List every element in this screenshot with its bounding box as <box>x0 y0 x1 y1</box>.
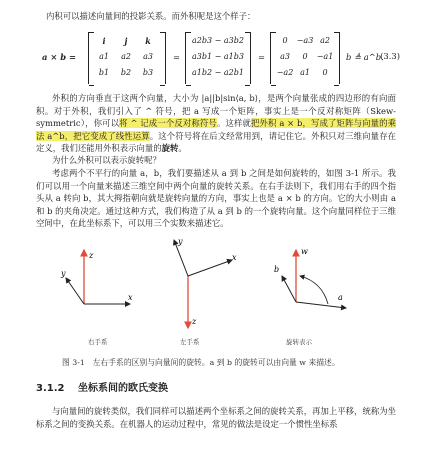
equation-3-3 <box>30 32 400 84</box>
rotation-arc-arrow <box>300 276 328 304</box>
y-axis-arrow <box>66 278 84 304</box>
vector-label-w: w <box>301 247 308 256</box>
skew-cell: a2 <box>320 36 330 45</box>
paragraph-transform: 与向量间的旋转类似，我们同样可以描述两个坐标系之间的旋转关系，再加上平移，统称为坐标系之间的变换关系。在机器人的运动过程中，常见的做法是设定一个惯性坐标系 <box>36 406 396 429</box>
skew-cell: a1 <box>300 68 310 77</box>
axis-label-x: x <box>128 293 133 302</box>
paragraph-text: 。这样就 <box>216 118 252 129</box>
figure-label-right-hand: 右手系 <box>88 338 108 346</box>
det-cell: k <box>145 36 151 46</box>
section-number: 3.1.2 <box>36 383 65 394</box>
result-cell: a2b3 − a3b2 <box>192 36 244 45</box>
paragraph-text: 。 <box>178 143 187 154</box>
det-cell: b1 <box>98 68 110 77</box>
section-title: 坐标系间的欧氏变换 <box>77 383 168 394</box>
figure-label-rotation: 旋转表示 <box>286 338 312 346</box>
det-cell: b3 <box>142 68 154 77</box>
result-cell: a1b2 − a2b1 <box>192 68 244 77</box>
vector-label-a: a <box>338 293 343 302</box>
equals-sign-2: = <box>258 52 266 62</box>
skew-cell: 0 <box>322 68 328 77</box>
skew-cell: −a1 <box>316 52 334 61</box>
equation-tail: b ≜ a^b. <box>346 52 384 62</box>
skew-cell: a3 <box>280 52 290 61</box>
paragraph-cross-product <box>36 92 396 155</box>
axis-label-y: y <box>178 237 183 246</box>
equation-lhs: a × b = <box>42 52 77 62</box>
a-vector-arrow <box>296 302 346 308</box>
left-hand-axes <box>174 237 237 328</box>
equation-number: (3.3) <box>380 51 400 61</box>
figure-3-1 <box>56 236 376 346</box>
b-vector-arrow <box>282 276 296 302</box>
result-cell: a3b1 − a1b3 <box>192 52 244 61</box>
question-line: 为什么外积可以表示旋转呢？ <box>52 155 161 165</box>
det-cell: a2 <box>121 52 131 61</box>
intro-line: 内积可以描述向量间的投影关系。而外积呢是这个样子： <box>46 11 256 21</box>
figure-diagram <box>56 236 376 336</box>
paragraph-text: 。这个符号将在后文经常用到，请记住它。外积只对三维向量存在定义，我们还能用外积表示向量的 <box>36 130 396 154</box>
det-cell: j <box>124 36 128 46</box>
x-axis-arrow <box>188 260 232 276</box>
vector-label-b: b <box>274 265 280 274</box>
skew-cell: −a2 <box>276 68 294 77</box>
paragraph-text: 外积的方向垂直于这两个向量，大小为 |a||b|sin⟨a, b⟩，是两个向量张成的四边形的有向面积。对于外积，我们引入了 ^ 符号，把 a 写成一个矩阵，事实上是一个反对称矩阵（Skew-symmetric），你可以 <box>36 93 396 129</box>
skew-cell: −a3 <box>296 36 314 45</box>
det-cell: a1 <box>99 52 109 61</box>
axis-label-y: y <box>61 269 66 278</box>
highlight-linear-operation: 把外积 a × b，写成了矩阵与向量的乘法 a^b，把它变成了线性运算 <box>36 118 397 141</box>
axis-label-z: z <box>192 317 197 326</box>
figure-caption: 图 3-1 左右手系的区别与向量间的旋转。a 到 b 的旋转可以由向量 w 来描述。 <box>62 358 340 367</box>
paragraph-rotation: 考虑两个不平行的向量 a，b，我们要描述从 a 到 b 之间是如何旋转的，如图 3-1 所示。我们可以用一个向量来描述三维空间中两个向量的旋转关系。在右手法则下，我们用右手的四个指头从 a 转向 b，其大拇指朝向就是旋转向量的方向，事实上也是 a × b 的方向。它的大小则由 a 和 b 的夹角决定。通过这种方式，我们构造了从 a 到 b 的一个旋转向量。这个向量同样位于三维空间中，在此坐标系下，可以用三个实数来描述它。 <box>36 168 396 229</box>
right-hand-axes <box>60 250 133 304</box>
det-cell: a3 <box>143 52 153 61</box>
figure-label-left-hand: 左手系 <box>180 338 200 346</box>
determinant-matrix <box>88 32 166 84</box>
highlight-skew-symbol: 将 ^ 记成一个反对称符号 <box>119 118 217 129</box>
result-matrix <box>185 32 251 84</box>
axis-label-z: z <box>89 251 94 260</box>
rotation-diagram <box>274 247 346 308</box>
skew-cell: 0 <box>302 52 308 61</box>
equals-sign-1: = <box>173 52 181 62</box>
bold-rotation-word: 旋转 <box>161 143 179 154</box>
det-cell: i <box>102 36 106 46</box>
axis-label-x: x <box>232 253 237 262</box>
section-heading <box>36 381 168 396</box>
det-cell: b2 <box>120 68 132 77</box>
skew-cell: 0 <box>282 36 288 45</box>
skew-symmetric-matrix <box>270 32 340 84</box>
